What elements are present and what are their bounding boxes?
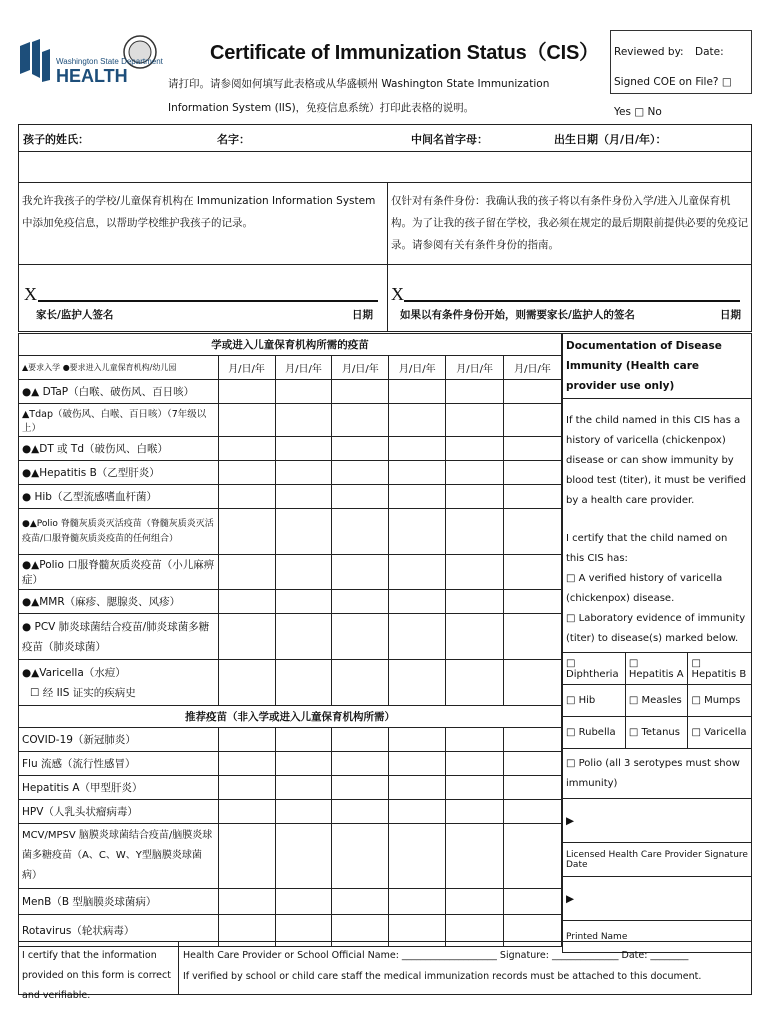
vaccine-name: MenB（B 型脑膜炎球菌病） (19, 889, 219, 915)
disease-checkbox[interactable]: □ Varicella (688, 717, 752, 749)
date-cell[interactable] (275, 590, 332, 614)
health-logo (20, 34, 165, 94)
date-cell[interactable] (446, 752, 504, 776)
vaccine-row (19, 380, 562, 404)
immunity-statement (563, 399, 752, 653)
consent-left-x: X (24, 284, 37, 304)
date-cell[interactable] (389, 752, 446, 776)
date-cell[interactable] (218, 404, 275, 437)
vaccine-name: Flu 流感（流行性感冒） (19, 752, 219, 776)
date-cell[interactable] (504, 404, 562, 437)
vaccine-name: ●▲Polio 口服脊髓灰质炎疫苗（小儿麻痹症） (19, 555, 219, 590)
disease-checkbox[interactable]: □ Hepatitis B (688, 653, 752, 685)
required-column-header (19, 356, 562, 380)
date-cell[interactable] (446, 509, 504, 555)
date-cell[interactable] (218, 437, 275, 461)
date-cell[interactable] (389, 776, 446, 800)
disease-checkbox[interactable]: □ Hepatitis A (625, 653, 688, 685)
reviewed-by-label: Reviewed by: (614, 46, 684, 58)
middle-initial-label: 中间名首字母： (411, 133, 488, 146)
date-cell[interactable] (218, 614, 275, 660)
date-cell[interactable] (332, 437, 389, 461)
date-cell[interactable] (446, 590, 504, 614)
certify-text: I certify that the information provided on this form is correct and verifiable. (22, 950, 171, 1001)
date-column: 月/日/年 (275, 356, 332, 380)
review-date-label: Date: (695, 46, 724, 58)
date-cell[interactable] (332, 555, 389, 590)
date-cell[interactable] (446, 614, 504, 660)
date-cell[interactable] (504, 824, 562, 889)
last-name-label: 孩子的姓氏： (23, 133, 89, 146)
date-cell[interactable] (218, 380, 275, 404)
arrow-icon: ▶ (566, 814, 575, 827)
intro-text: 请打印。请参阅如何填写此表格或从华盛顿州 Washington State Immunization Information System (IIS)，免疫信息系统）打印此表格的说明。 (168, 78, 550, 114)
date-cell[interactable] (446, 776, 504, 800)
vaccine-name: ●▲Hepatitis B（乙型肝炎） (19, 461, 219, 485)
date-column: 月/日/年 (389, 356, 446, 380)
date-cell[interactable] (275, 889, 332, 915)
date-column: 月/日/年 (218, 356, 275, 380)
vaccine-row (19, 555, 562, 590)
vaccine-row (19, 728, 562, 752)
date-cell[interactable] (332, 590, 389, 614)
vaccine-row (19, 404, 562, 437)
logo-text: HEALTH (56, 66, 128, 86)
printed-name-field[interactable] (563, 877, 752, 921)
vaccine-row (19, 824, 562, 889)
review-box (610, 30, 752, 118)
vaccine-row (19, 752, 562, 776)
consent-right-x: X (391, 284, 404, 304)
date-cell[interactable] (332, 509, 389, 555)
vaccine-row (19, 590, 562, 614)
date-cell[interactable] (389, 824, 446, 889)
date-cell[interactable] (218, 555, 275, 590)
date-cell[interactable] (389, 800, 446, 824)
vaccine-row (19, 660, 562, 706)
signed-coe-label[interactable]: Signed COE on File? □ Yes □ No (614, 76, 732, 118)
date-cell[interactable] (218, 800, 275, 824)
vaccine-name: Hepatitis A（甲型肝炎） (19, 776, 219, 800)
date-cell[interactable] (332, 614, 389, 660)
date-column: 月/日/年 (504, 356, 562, 380)
logo-subtext: Washington State Department of (56, 57, 165, 66)
immunity-heading: Documentation of Disease Immunity (Health care provider use only) (563, 334, 752, 399)
date-cell[interactable] (389, 437, 446, 461)
date-cell[interactable] (275, 380, 332, 404)
immunity-para2: I certify that the child named on this CIS has: (566, 533, 728, 564)
required-legend: ▲要求入学 ●要求进入儿童保育机构/幼儿园 (19, 356, 219, 380)
date-cell[interactable] (504, 437, 562, 461)
date-cell[interactable] (504, 380, 562, 404)
vaccine-row (19, 437, 562, 461)
date-cell[interactable] (275, 485, 332, 509)
vaccine-table (18, 333, 562, 947)
vaccine-row (19, 800, 562, 824)
vaccine-name: ●▲Polio 脊髓灰质炎灭活疫苗（脊髓灰质炎灭活疫苗/口服脊髓灰质炎疫苗的任何组合） (19, 509, 219, 555)
date-cell[interactable] (446, 728, 504, 752)
consent-right-sig-label: 如果以有条件身份开始，则需要家长/监护人的签名 (400, 309, 635, 321)
vaccine-name: MCV/MPSV 脑膜炎球菌结合疫苗/脑膜炎球菌多糖疫苗（A、C、W、Y型脑膜炎球菌病） (19, 824, 219, 889)
date-cell[interactable] (218, 461, 275, 485)
date-cell[interactable] (389, 590, 446, 614)
disease-checkbox[interactable]: □ Tetanus (625, 717, 688, 749)
date-cell[interactable] (389, 380, 446, 404)
date-cell[interactable] (389, 555, 446, 590)
consent-left-date-label: 日期 (352, 309, 373, 321)
date-cell[interactable] (275, 437, 332, 461)
date-cell[interactable] (332, 824, 389, 889)
date-cell[interactable] (504, 555, 562, 590)
date-cell[interactable] (389, 404, 446, 437)
vaccine-name: ●▲DT 或 Td（破伤风、白喉） (19, 437, 219, 461)
date-cell[interactable] (504, 660, 562, 706)
date-cell[interactable] (446, 461, 504, 485)
date-cell[interactable] (218, 889, 275, 915)
disease-checkbox[interactable]: □ Rubella (563, 717, 626, 749)
date-cell[interactable] (446, 660, 504, 706)
provider-signature-label: Licensed Health Care Provider Signature Date (563, 843, 752, 877)
date-cell[interactable] (504, 461, 562, 485)
consent-left-signature-line[interactable] (38, 300, 378, 302)
date-cell[interactable] (332, 752, 389, 776)
date-cell[interactable] (218, 728, 275, 752)
vaccine-row (19, 776, 562, 800)
date-cell[interactable] (504, 752, 562, 776)
vaccine-name: HPV（人乳头状瘤病毒） (19, 800, 219, 824)
page-title: Certificate of Immunization Status（CIS） (210, 42, 599, 64)
date-cell[interactable] (332, 776, 389, 800)
date-cell[interactable] (389, 485, 446, 509)
date-cell[interactable] (504, 614, 562, 660)
vaccine-row (19, 889, 562, 915)
date-cell[interactable] (218, 509, 275, 555)
consent-right-signature-line[interactable] (404, 300, 740, 302)
date-cell[interactable] (332, 660, 389, 706)
child-info-input[interactable] (18, 151, 752, 183)
vaccine-name: ▲Tdap（破伤风、白喉、百日咳）（7年级以上） (19, 404, 219, 437)
date-cell[interactable] (504, 889, 562, 915)
vaccine-name (19, 660, 219, 706)
date-cell[interactable] (275, 776, 332, 800)
date-cell[interactable] (275, 509, 332, 555)
date-cell[interactable] (218, 752, 275, 776)
date-cell[interactable] (504, 485, 562, 509)
disease-checkbox[interactable]: □ Diphtheria (563, 653, 626, 685)
vaccine-name: ● PCV 肺炎球菌结合疫苗/肺炎球菌多糖疫苗（肺炎球菌） (19, 614, 219, 660)
date-cell[interactable] (332, 461, 389, 485)
disease-checkbox[interactable]: □ Hib (563, 685, 626, 717)
lab-evidence-checkbox[interactable]: □ Laboratory evidence of immunity (titer) to disease(s) marked below. (566, 613, 746, 644)
date-cell[interactable] (446, 800, 504, 824)
date-cell[interactable] (504, 509, 562, 555)
recommended-heading: 推荐疫苗（非入学或进入儿童保育机构所需） (19, 706, 562, 728)
date-cell[interactable] (218, 824, 275, 889)
date-cell[interactable] (275, 404, 332, 437)
varicella-iis-checkbox[interactable]: ☐ 经 IIS 证实的疾病史 (30, 686, 136, 699)
vaccine-row (19, 461, 562, 485)
provider-signature-field[interactable] (563, 799, 752, 843)
disease-checkbox[interactable]: □ Measles (625, 685, 688, 717)
date-cell[interactable] (504, 800, 562, 824)
official-line[interactable]: Health Care Provider or School Official Name: ____________________ Signature: ______________ Date: ________ (183, 950, 689, 961)
vaccine-name: ●▲MMR（麻疹、腮腺炎、风疹） (19, 590, 219, 614)
printed-name-label: Printed Name (563, 921, 752, 953)
immunity-panel (562, 333, 752, 953)
date-cell[interactable] (446, 437, 504, 461)
first-name-label: 名字： (217, 133, 250, 146)
vaccine-name: Rotavirus（轮状病毒） (19, 915, 219, 947)
date-cell[interactable] (389, 889, 446, 915)
date-cell[interactable] (332, 800, 389, 824)
date-cell[interactable] (389, 461, 446, 485)
date-cell[interactable] (446, 555, 504, 590)
date-cell[interactable] (275, 752, 332, 776)
date-cell[interactable] (332, 485, 389, 509)
date-cell[interactable] (446, 485, 504, 509)
date-cell[interactable] (275, 660, 332, 706)
date-cell[interactable] (275, 461, 332, 485)
date-cell[interactable] (332, 889, 389, 915)
date-cell[interactable] (218, 485, 275, 509)
date-column: 月/日/年 (332, 356, 389, 380)
date-cell[interactable] (332, 380, 389, 404)
date-cell[interactable] (275, 614, 332, 660)
date-cell[interactable] (446, 824, 504, 889)
date-cell[interactable] (332, 728, 389, 752)
vaccine-name: ● Hib（乙型流感嗜血杆菌） (19, 485, 219, 509)
date-cell[interactable] (504, 776, 562, 800)
arrow-icon: ▶ (566, 892, 575, 905)
date-cell[interactable] (389, 614, 446, 660)
date-column: 月/日/年 (446, 356, 504, 380)
date-cell[interactable] (389, 660, 446, 706)
date-cell[interactable] (218, 590, 275, 614)
required-heading: 学或进入儿童保育机构所需的疫苗 (19, 334, 562, 356)
vaccine-name: ●▲ DTaP（白喉、破伤风、百日咳） (19, 380, 219, 404)
date-cell[interactable] (504, 590, 562, 614)
date-cell[interactable] (218, 776, 275, 800)
date-cell[interactable] (275, 800, 332, 824)
consent-right-date-label: 日期 (720, 309, 741, 321)
varicella-label: ●▲Varicella（水痘） (22, 666, 126, 679)
immunity-para1: If the child named in this CIS has a history of varicella (chickenpox) disease or can show immunity by blood test (titer), it must be verified by a health care provider. (566, 415, 747, 506)
disease-checkbox[interactable]: □ Mumps (688, 685, 752, 717)
date-cell[interactable] (504, 728, 562, 752)
consent-left-text: 我允许我孩子的学校/儿童保育机构在 Immunization Information System 中添加免疫信息，以帮助学校维护我孩子的记录。 (22, 195, 376, 229)
date-cell[interactable] (275, 824, 332, 889)
date-cell[interactable] (389, 728, 446, 752)
date-cell[interactable] (446, 889, 504, 915)
dob-label: 出生日期（月/日/年）： (554, 133, 667, 146)
vaccine-name: COVID-19（新冠肺炎） (19, 728, 219, 752)
varicella-history-checkbox[interactable]: □ A verified history of varicella (chickenpox) disease. (566, 573, 723, 604)
date-cell[interactable] (446, 404, 504, 437)
vaccine-row (19, 614, 562, 660)
vaccine-row (19, 485, 562, 509)
consent-right-text: 仅针对有条件身份：我确认我的孩子将以有条件身份入学/进入儿童保育机构。为了让我的孩子留在学校，我必须在规定的最后期限前提供必要的免疫记录。请参阅有关有条件身份的指南。 (391, 195, 748, 251)
footer-note: If verified by school or child care staff the medical immunization records must be attached to this document. (183, 971, 702, 982)
child-info-header (18, 124, 752, 152)
polio-checkbox[interactable]: □ Polio (all 3 serotypes must show immunity) (563, 749, 752, 799)
date-cell[interactable] (275, 555, 332, 590)
consent-left-sig-label: 家长/监护人签名 (36, 309, 114, 321)
date-cell[interactable] (446, 380, 504, 404)
date-cell[interactable] (389, 509, 446, 555)
date-cell[interactable] (275, 728, 332, 752)
vaccine-row (19, 509, 562, 555)
date-cell[interactable] (218, 660, 275, 706)
date-cell[interactable] (332, 404, 389, 437)
